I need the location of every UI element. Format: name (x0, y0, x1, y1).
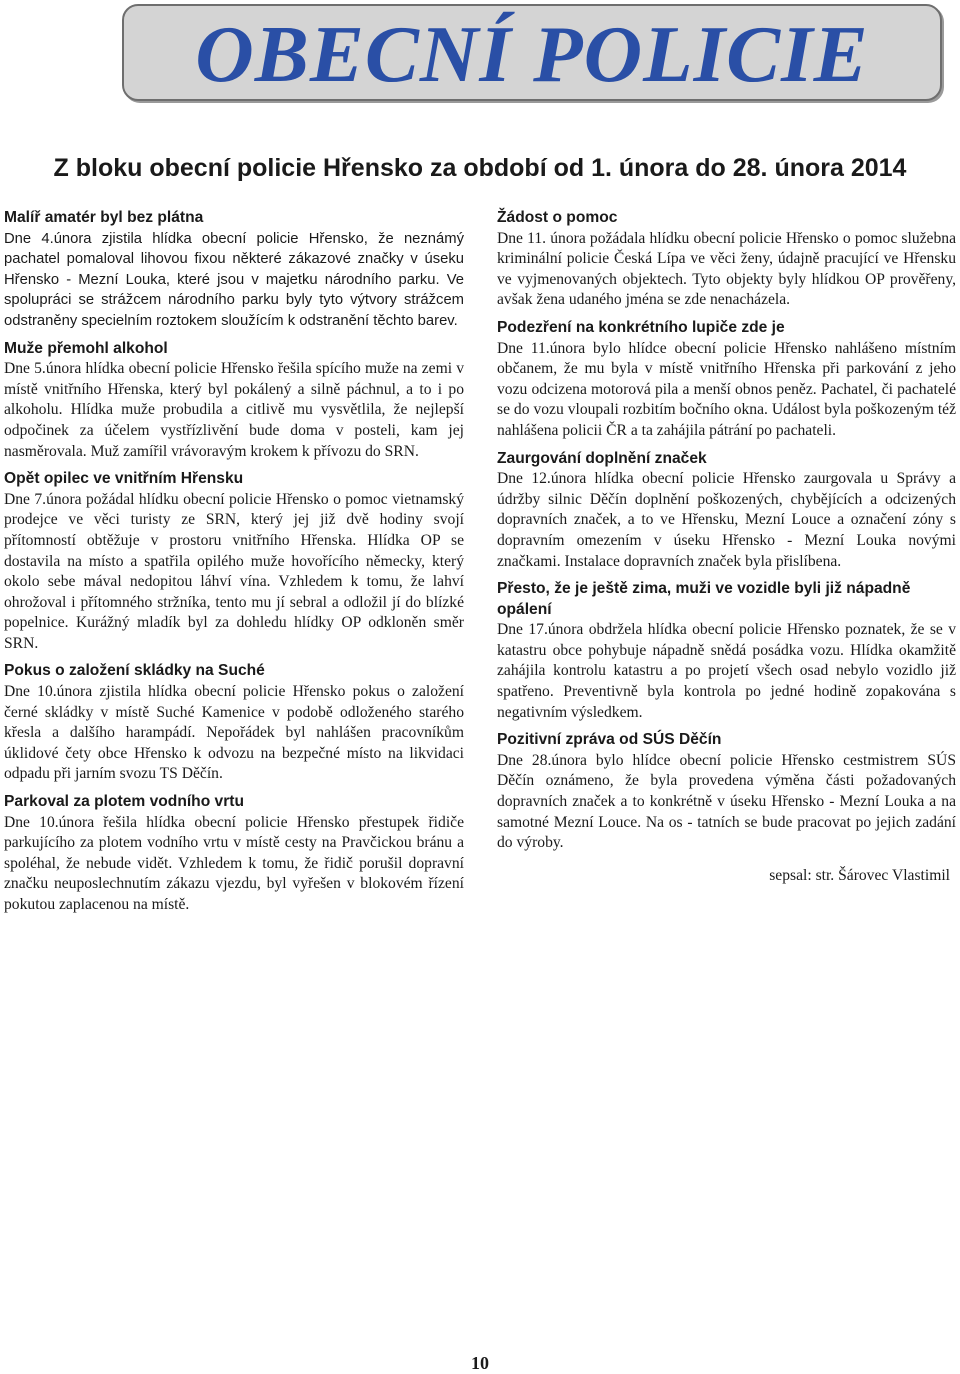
article-road-signs (497, 449, 956, 573)
article-text: Dne 28.února bylo hlídce obecní policie Hřensko cestmistrem SÚS Děčín oznámeno, že byla provedena výměna části požadovaných dopravních značek a to konkrétně v úseku Hřensko - Mezní Louka a na samotné Mezní Louce. Na os - tatních se bude pracovat po jejich zadání do výroby. (497, 751, 956, 852)
article-text: Dne 17.února obdržela hlídka obecní policie Hřensko poznatek, že se v katastru obce pohybuje nápadně snědá posádka vozu. Hlídka okamžitě zahájila kontrolu katastru a po projetí všech osad nebylo vozidlo již spatřeno. Preventivně byla kontrola po jedné hodině zopakována s negativním výsledkem. (497, 621, 956, 721)
article-text: Dne 5.února hlídka obecní policie Hřensko řešila spícího muže na zemi v místě vnitřního Hřenska, který byl pokálený a silně páchnul, a to i po alkoholu. Hlídka muže probudila a citlivě mu vysvětlila, že nejlepší odpočinek za účelem vystřízlivění bude doma v posteli, kam jej nasměrovala. Muž zamířil vrávoravým krokem k přívozu do SRN. (4, 360, 464, 460)
article-suspicious-car (497, 579, 956, 723)
article-sus-decin (497, 730, 956, 854)
article-text: Dne 10.února řešila hlídka obecní policie Hřensko přestupek řidiče parkujícího za plotem vodního vrtu v místě cesty na Pravčickou bránu a spoléhal, že nebude vidět. Vzhledem k tomu, že řidič porušil dopravní značku neuposlechnutím zákazu vjezdu, byl vyřešen v blokovém řízení pokutou zaplacenou na místě. (4, 813, 464, 913)
article-heading: Žádost o pomoc (497, 209, 618, 226)
report-subtitle: Z bloku obecní policie Hřensko za období od 1. února do 28. února 2014 (53, 154, 907, 182)
left-column (4, 208, 464, 923)
article-help-request (497, 208, 956, 311)
article-text: Dne 4.února zjistila hlídka obecní policie Hřensko, že neznámý pachatel pomaloval lihovou fixou některé zákazové značky v úseku Hřensko - Mezní Louka, které jsou v majetku národního parku. Ve spolupráci se strážcem národního parku byly tyto výtvory strážcem odstraněny specielním roztokem sloužícím k odstranění těchto barev. (4, 230, 464, 329)
page-title: OBECNÍ POLICIE (195, 9, 869, 99)
article-heading: Muže přemohl alkohol (4, 339, 168, 357)
title-banner (122, 4, 942, 101)
article-text: Dne 11.února bylo hlídce obecní policie Hřensko nahlášeno místním občanem, že mu byla v místě vnitřního Hřenska při parkování z jeho vozu odcizena motorová pila a menší obnos peněz. Pachatel, či pachatelé se do vozu vloupali rozbitím bočního okna. Událost byla poškozeným též nahlášena policii ČR a ta zahájila pátrání po pachateli. (497, 339, 956, 439)
author-signature: sepsal: str. Šárovec Vlastimil (769, 866, 950, 884)
article-heading: Pozitivní zpráva od SÚS Děčín (497, 731, 722, 749)
article-heading: Zaurgování doplnění značek (497, 449, 707, 467)
article-illegal-dump (4, 661, 464, 785)
article-text: Dne 7.února požádal hlídku obecní policie Hřensko o pomoc vietnamský prodejce ve věci turisty ze SRN, který jej již dvě hodiny svojí přítomností obtěžuje v prostoru vnitřního Hřenska. Hlídka OP se dostavila na místo a spatřila opilého muže hovořícího německy, který okolo sebe mával nedopitou láhví vína. Vzhledem k tomu, že lahví ohrožoval i přítomného stržníka, tento mu jí sebral a odložil jí do blízké popelnice. Kurážný mladík byl za dohledu hlídky OP odkloněn směr SRN. (4, 490, 464, 652)
article-suspect (497, 318, 956, 442)
article-heading: Opět opilec ve vnitřním Hřensku (4, 470, 244, 488)
article-text: Dne 10.února zjistila hlídka obecní policie Hřensko pokus o založení černé skládky v místě Suché Kamenice v podobě odloženého starého křesla a dalšího harampádí. Nepořádek byl nahlášen pracovníkům úklidové čety obce Hřensko k odvozu na bezpečné místo na likvidaci odpadu při jarním svozu TS Děčín. (4, 683, 464, 783)
right-column (497, 208, 956, 886)
article-text: Dne 11. února požádala hlídku obecní policie Hřensko o pomoc služebna kriminální policie Česká Lípa ve věci ženy, údajně pracující ve Hřensku ve vyjmenovaných objektech. Tyto objekty byly hlídkou OP prověřeny, avšak žena udaného jména se zde nenacházela. (497, 229, 956, 309)
article-parking (4, 792, 464, 916)
page-number: 10 (471, 1353, 489, 1373)
article-text: Dne 12.února hlídka obecní policie Hřensko zaurgovala u Správy a údržby silnic Děčín doplnění poškozených, chybějících a odcizených dopravních značek, a to ve Hřensku, Mezní Louce a označení zóny s dopravním omezením v úseku Hřensko - Mezní Louka novými značkami. Instalace dopravních značek byla přislíbena. (497, 470, 956, 570)
article-alcohol (4, 339, 464, 463)
article-heading: Podezření na konkrétního lupiče zde je (497, 318, 785, 336)
article-heading: Parkoval za plotem vodního vrtu (4, 793, 245, 811)
article-heading: Malíř amatér byl bez plátna (4, 209, 204, 226)
article-drunk-tourist (4, 469, 464, 654)
article-heading: Pokus o založení skládky na Suché (4, 662, 265, 680)
article-heading: Přesto, že je ještě zima, muži ve vozidle byli již nápadně opálení (497, 580, 911, 618)
article-graffiti (4, 208, 464, 332)
